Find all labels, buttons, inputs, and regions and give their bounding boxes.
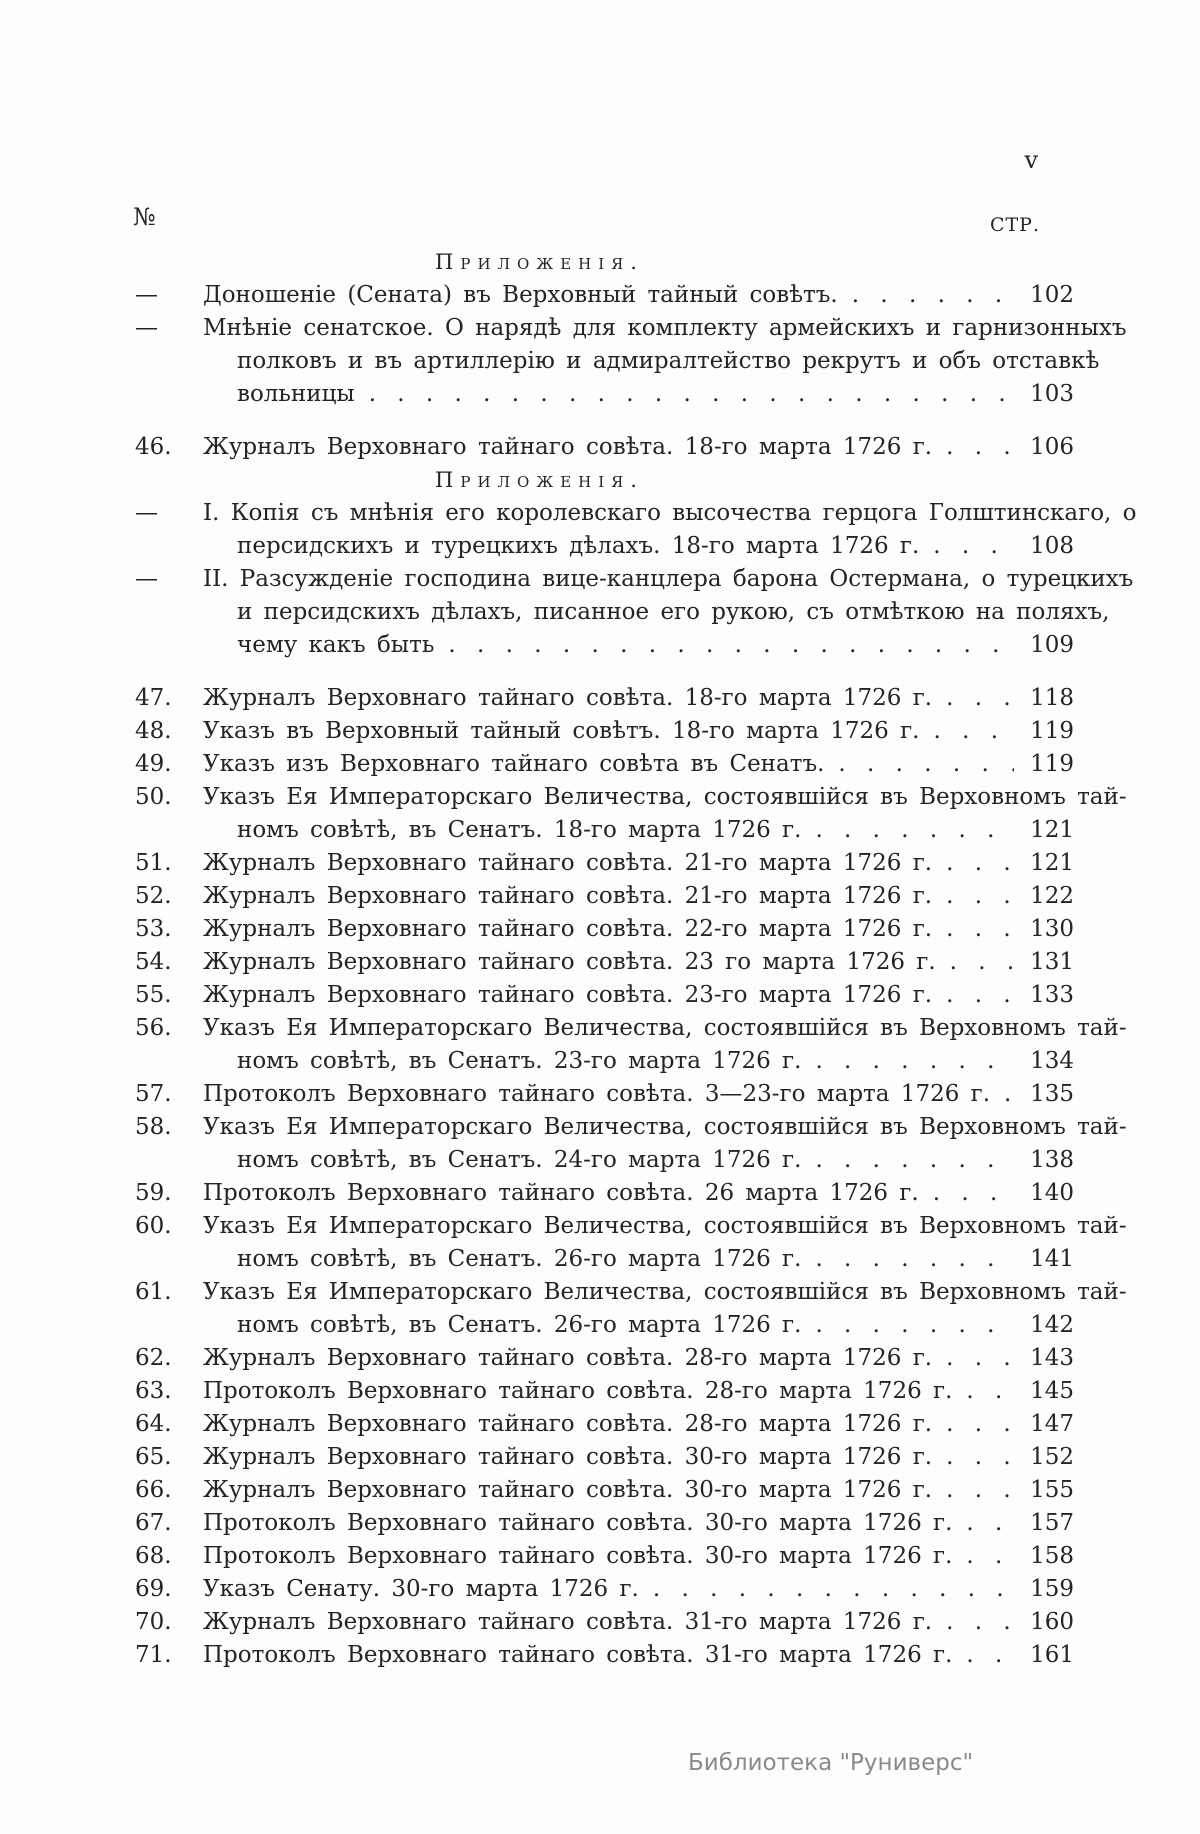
entry-title: Протоколъ Верховнаго тайнаго совѣта. 28-го марта 1726 г.: [203, 1378, 953, 1404]
section-heading-text: Приложенія.: [435, 468, 644, 492]
dot-leader: [369, 378, 1014, 411]
toc-entry: [135, 1012, 1127, 1045]
dot-leader: [966, 1375, 1014, 1408]
entry-title: Протоколъ Верховнаго тайнаго совѣта. 30-го марта 1726 г.: [203, 1510, 953, 1536]
entry-page-number: 159: [1030, 1576, 1074, 1602]
entry-number: 66.: [135, 1477, 172, 1503]
entry-title: Указъ въ Верховный тайный совѣтъ. 18-го марта 1726 г.: [203, 718, 920, 744]
entry-number: 63.: [135, 1378, 172, 1404]
entry-title: Указъ Ея Императорскаго Величества, состоявшійся въ Верховномъ тай-: [203, 1015, 1127, 1041]
dot-leader: [946, 913, 1014, 946]
entry-number: 61.: [135, 1279, 172, 1305]
toc-entry: [135, 1078, 1074, 1111]
entry-page-number: 108: [1030, 533, 1074, 559]
entry-number: 65.: [135, 1444, 172, 1470]
entry-number: 47.: [135, 685, 172, 711]
entry-page-number: 103: [1030, 381, 1074, 407]
toc-entry: [135, 345, 1100, 378]
entry-page-number: 152: [1030, 1444, 1074, 1470]
entry-title: номъ совѣтѣ, въ Сенатъ. 24-го марта 1726 г.: [237, 1147, 802, 1173]
toc-entry: [135, 781, 1127, 814]
entry-page-number: 142: [1030, 1312, 1074, 1338]
entry-page-number: 135: [1030, 1081, 1074, 1107]
entry-number: —: [135, 315, 158, 341]
entry-number: —: [135, 566, 158, 592]
dot-leader: [946, 682, 1014, 715]
toc-entry: [135, 1210, 1127, 1243]
dot-leader: [815, 1243, 1014, 1276]
entry-title: II. Разсужденіе господина вице-канцлера барона Остермана, о турецкихъ: [203, 566, 1134, 592]
entry-title: I. Копія съ мнѣнія его королевскаго высочества герцога Голштинскаго, о: [203, 500, 1137, 526]
toc-entry: [135, 1045, 1074, 1078]
dot-leader: [946, 1606, 1014, 1639]
entry-page-number: 141: [1030, 1246, 1074, 1272]
section-heading: [135, 464, 1074, 497]
toc-entry: [135, 979, 1074, 1012]
dot-leader: [966, 1639, 1014, 1672]
entry-title: Журналъ Верховнаго тайнаго совѣта. 30-го марта 1726 г.: [203, 1477, 933, 1503]
dot-leader: [966, 1540, 1014, 1573]
dot-leader: [933, 715, 1014, 748]
entry-title: Журналъ Верховнаго тайнаго совѣта. 21-го марта 1726 г.: [203, 850, 933, 876]
toc-entry: [135, 563, 1134, 596]
entry-page-number: 109: [1030, 632, 1074, 658]
toc-entry: [135, 1144, 1074, 1177]
entry-title: Указъ Ея Императорскаго Величества, состоявшійся въ Верховномъ тай-: [203, 784, 1127, 810]
entry-page-number: 122: [1030, 883, 1074, 909]
dot-leader: [815, 1309, 1014, 1342]
entry-number: 52.: [135, 883, 172, 909]
entry-title: Журналъ Верховнаго тайнаго совѣта. 31-го марта 1726 г.: [203, 1609, 933, 1635]
entry-page-number: 131: [1030, 949, 1074, 975]
entry-number: 60.: [135, 1213, 172, 1239]
entry-number: 54.: [135, 949, 172, 975]
dot-leader: [946, 880, 1014, 913]
entry-title: Протоколъ Верховнаго тайнаго совѣта. 26 марта 1726 г.: [203, 1180, 919, 1206]
entry-number: 51.: [135, 850, 172, 876]
entry-page-number: 106: [1030, 434, 1074, 460]
toc-entry: [135, 1276, 1127, 1309]
entry-number: 62.: [135, 1345, 172, 1371]
toc-entry: [135, 1111, 1127, 1144]
dot-leader: [852, 279, 1014, 312]
library-watermark: Библиотека "Руниверс": [688, 1750, 974, 1776]
entry-title: чему какъ быть: [237, 632, 435, 658]
entry-title: Журналъ Верховнаго тайнаго совѣта. 22-го марта 1726 г.: [203, 916, 933, 942]
toc-entry: [135, 748, 1074, 781]
column-header-number: №: [133, 203, 156, 231]
entry-number: 68.: [135, 1543, 172, 1569]
toc-entry: [135, 378, 1074, 411]
toc-entry: [135, 1474, 1074, 1507]
toc-entry: [135, 629, 1074, 662]
entry-page-number: 133: [1030, 982, 1074, 1008]
entry-page-number: 102: [1030, 282, 1074, 308]
page-roman-numeral: v: [1024, 146, 1038, 174]
entry-page-number: 158: [1030, 1543, 1074, 1569]
toc-entry: [135, 880, 1074, 913]
toc-entry: [135, 1375, 1074, 1408]
dot-leader: [1004, 1078, 1014, 1111]
dot-leader: [966, 1507, 1014, 1540]
entry-number: 57.: [135, 1081, 172, 1107]
entry-title: Журналъ Верховнаго тайнаго совѣта. 18-го марта 1726 г.: [203, 685, 933, 711]
entry-page-number: 140: [1030, 1180, 1074, 1206]
entry-title: номъ совѣтѣ, въ Сенатъ. 26-го марта 1726 г.: [237, 1246, 802, 1272]
entry-page-number: 145: [1030, 1378, 1074, 1404]
entry-title: Указъ изъ Верховнаго тайнаго совѣта въ Сенатъ.: [203, 751, 825, 777]
toc-entry: [135, 847, 1074, 880]
dot-leader: [815, 814, 1014, 847]
toc-entry: [135, 1342, 1074, 1375]
entry-number: 67.: [135, 1510, 172, 1536]
dot-leader: [946, 847, 1014, 880]
toc-entry: [135, 715, 1074, 748]
dot-leader: [950, 946, 1014, 979]
entry-title: Журналъ Верховнаго тайнаго совѣта. 23-го марта 1726 г.: [203, 982, 933, 1008]
entry-title: Доношеніе (Сената) въ Верховный тайный совѣтъ.: [203, 282, 838, 308]
entry-number: 56.: [135, 1015, 172, 1041]
dot-leader: [946, 431, 1014, 464]
entry-number: 50.: [135, 784, 172, 810]
toc-entry: [135, 913, 1074, 946]
entry-title: Журналъ Верховнаго тайнаго совѣта. 23 го марта 1726 г.: [203, 949, 936, 975]
entry-title: Журналъ Верховнаго тайнаго совѣта. 21-го марта 1726 г.: [203, 883, 933, 909]
toc-entry: [135, 1441, 1074, 1474]
entry-page-number: 119: [1030, 751, 1074, 777]
toc-entry: [135, 279, 1074, 312]
dot-leader: [946, 1441, 1014, 1474]
entry-title: Указъ Ея Императорскаго Величества, состоявшійся въ Верховномъ тай-: [203, 1279, 1127, 1305]
section-heading-text: Приложенія.: [435, 250, 644, 274]
dot-leader: [653, 1573, 1014, 1606]
entry-title: номъ совѣтѣ, въ Сенатъ. 18-го марта 1726 г.: [237, 817, 802, 843]
entry-page-number: 118: [1030, 685, 1074, 711]
entry-page-number: 138: [1030, 1147, 1074, 1173]
toc-entry: [135, 497, 1137, 530]
entry-title: Указъ Ея Императорскаго Величества, состоявшійся въ Верховномъ тай-: [203, 1114, 1127, 1140]
entry-number: 69.: [135, 1576, 172, 1602]
entry-number: —: [135, 500, 158, 526]
entry-title: полковъ и въ артиллерію и адмиралтейство рекрутъ и объ отставкѣ: [237, 348, 1100, 374]
column-header-page: СТР.: [989, 214, 1040, 236]
toc-entry: [135, 1540, 1074, 1573]
entry-title: Журналъ Верховнаго тайнаго совѣта. 30-го марта 1726 г.: [203, 1444, 933, 1470]
toc-entry: [135, 1177, 1074, 1210]
toc-entry: [135, 530, 1074, 563]
entry-number: 58.: [135, 1114, 172, 1140]
entry-number: 59.: [135, 1180, 172, 1206]
entry-title: Протоколъ Верховнаго тайнаго совѣта. 30-го марта 1726 г.: [203, 1543, 953, 1569]
entry-number: 53.: [135, 916, 172, 942]
entry-page-number: 161: [1030, 1642, 1074, 1668]
dot-leader: [815, 1045, 1014, 1078]
entry-title: Журналъ Верховнаго тайнаго совѣта. 28-го марта 1726 г.: [203, 1411, 933, 1437]
toc-entry: [135, 1408, 1074, 1441]
toc-entry: [135, 814, 1074, 847]
entry-page-number: 155: [1030, 1477, 1074, 1503]
entry-page-number: 143: [1030, 1345, 1074, 1371]
entry-number: 48.: [135, 718, 172, 744]
toc-list: [0, 246, 1200, 1672]
dot-leader: [815, 1144, 1014, 1177]
entry-number: 46.: [135, 434, 172, 460]
dot-leader: [448, 629, 1014, 662]
entry-page-number: 121: [1030, 850, 1074, 876]
entry-title: персидскихъ и турецкихъ дѣлахъ. 18-го марта 1726 г.: [237, 533, 920, 559]
toc-entry: [135, 1639, 1074, 1672]
entry-title: Указъ Ея Императорскаго Величества, состоявшійся въ Верховномъ тай-: [203, 1213, 1127, 1239]
entry-number: —: [135, 282, 158, 308]
toc-entry: [135, 946, 1074, 979]
entry-page-number: 147: [1030, 1411, 1074, 1437]
toc-entry: [135, 1309, 1074, 1342]
dot-leader: [946, 1474, 1014, 1507]
dot-leader: [946, 1342, 1014, 1375]
entry-title: Журналъ Верховнаго тайнаго совѣта. 28-го марта 1726 г.: [203, 1345, 933, 1371]
dot-leader: [933, 530, 1014, 563]
entry-page-number: 119: [1030, 718, 1074, 744]
entry-page-number: 130: [1030, 916, 1074, 942]
dot-leader: [946, 979, 1014, 1012]
toc-entry: [135, 682, 1074, 715]
entry-number: 55.: [135, 982, 172, 1008]
entry-title: и персидскихъ дѣлахъ, писанное его рукою, съ отмѣткою на поляхъ,: [237, 599, 1110, 625]
section-heading: [135, 246, 1074, 279]
entry-page-number: 134: [1030, 1048, 1074, 1074]
entry-page-number: 121: [1030, 817, 1074, 843]
dot-leader: [933, 1177, 1014, 1210]
entry-title: Протоколъ Верховнаго тайнаго совѣта. 3—23-го марта 1726 г.: [203, 1081, 991, 1107]
entry-number: 71.: [135, 1642, 172, 1668]
entry-title: Протоколъ Верховнаго тайнаго совѣта. 31-го марта 1726 г.: [203, 1642, 953, 1668]
entry-title: вольницы: [237, 381, 355, 407]
toc-entry: [135, 1573, 1074, 1606]
entry-page-number: 160: [1030, 1609, 1074, 1635]
entry-title: Указъ Сенату. 30-го марта 1726 г.: [203, 1576, 639, 1602]
toc-entry: [135, 312, 1127, 345]
entry-title: номъ совѣтѣ, въ Сенатъ. 26-го марта 1726 г.: [237, 1312, 802, 1338]
entry-title: Мнѣніе сенатское. О нарядѣ для комплекту армейскихъ и гарнизонныхъ: [203, 315, 1127, 341]
toc-entry: [135, 1507, 1074, 1540]
toc-entry: [135, 1606, 1074, 1639]
toc-entry: [135, 596, 1110, 629]
entry-title: Журналъ Верховнаго тайнаго совѣта. 18-го марта 1726 г.: [203, 434, 933, 460]
entry-number: 49.: [135, 751, 172, 777]
dot-leader: [946, 1408, 1014, 1441]
dot-leader: [838, 748, 1014, 781]
toc-entry: [135, 1243, 1074, 1276]
entry-page-number: 157: [1030, 1510, 1074, 1536]
entry-title: номъ совѣтѣ, въ Сенатъ. 23-го марта 1726 г.: [237, 1048, 802, 1074]
entry-number: 70.: [135, 1609, 172, 1635]
entry-number: 64.: [135, 1411, 172, 1437]
toc-entry: [135, 431, 1074, 464]
